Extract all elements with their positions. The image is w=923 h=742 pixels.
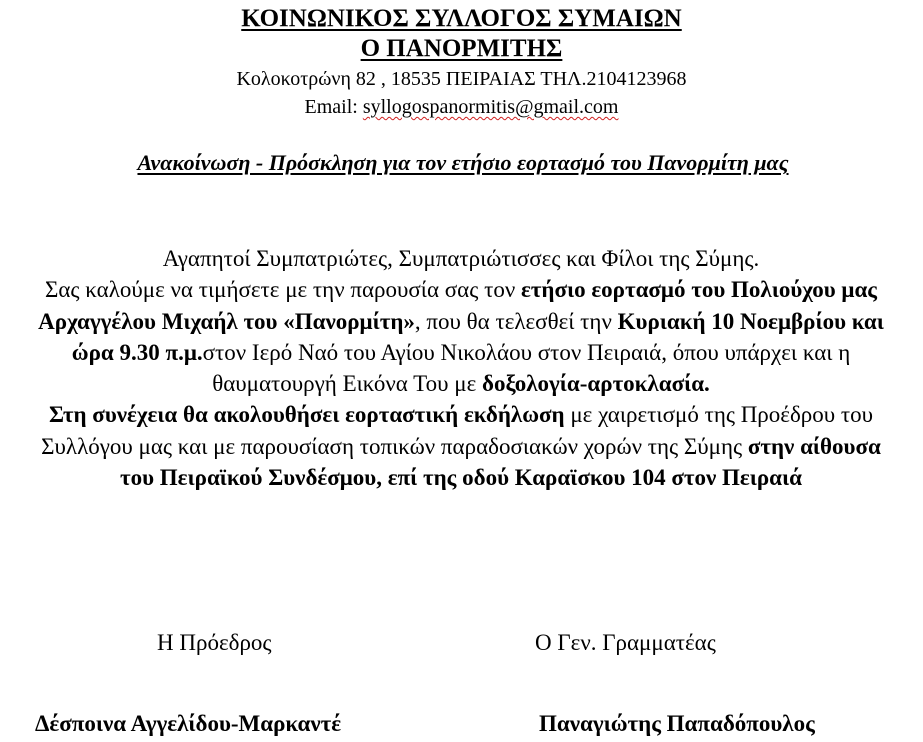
president-role: Η Πρόεδρος [157, 630, 272, 655]
p1-location: στον Ιερό Ναό του Αγίου Νικολάου στον Πειραιά, όπου υπάρχει και η θαυματουργή Εικόνα Του με [202, 339, 851, 397]
secretary-name: Παναγιώτης Παπαδόπουλος [539, 711, 815, 736]
p1-service: δοξολογία-αρτοκλασία. [482, 371, 710, 397]
secretary-role: Ο Γεν. Γραμματέας [535, 630, 716, 655]
org-subtitle: Ο ΠΑΝΟΡΜΙΤΗΣ [360, 35, 563, 62]
email-address: syllogospanormitis@gmail.com [362, 96, 619, 118]
org-name-heading [0, 4, 923, 33]
email-line [0, 95, 923, 119]
paragraph-2 [33, 399, 889, 493]
p2-text-b: με χαιρετισμό της Προέδρου του Συλλόγου μας και με παρουσίαση τοπικών παραδοσιακών χορών της Σύμης [41, 402, 874, 459]
p2-venue: στην αίθουσα του Πειραϊκού Συνδέσμου, επί της οδού Καραϊσκου 104 στον Πειραιά [120, 433, 881, 491]
p1-text-a: Σας καλούμε να τιμήσετε με την παρουσία σας τον [44, 277, 521, 303]
email-label: Email: [304, 96, 363, 118]
paragraph-1 [33, 274, 889, 399]
announcement-title-text: Ανακοίνωση - Πρόσκληση για τον ετήσιο εορτασμό του Πανορμίτη μας [137, 150, 789, 175]
p1-date-time: Κυριακή 10 Νοεμβρίου και ώρα 9.30 π.μ. [71, 308, 884, 365]
p1-text-c: , που θα τελεσθεί την [414, 308, 618, 334]
p2-event: Στη συνέχεια θα ακολουθήσει εορταστική εκδήλωση [48, 402, 565, 428]
p1-event: ετήσιο εορτασμό του Πολιούχου μας Αρχαγγέλου Μιχαήλ του «Πανορμίτη» [38, 277, 877, 334]
president-name: Δέσποινα Αγγελίδου-Μαρκαντέ [35, 711, 342, 736]
invitation-body [33, 243, 889, 493]
address-line: Κολοκοτρώνη 82 , 18535 ΠΕΙΡΑΙΑΣ ΤΗΛ.2104123968 [236, 68, 687, 90]
org-name: ΚΟΙΝΩΝΙΚΟΣ ΣΥΛΛΟΓΟΣ ΣΥΜΑΙΩΝ [241, 5, 682, 32]
announcement-title [33, 149, 893, 177]
org-subtitle-heading [0, 34, 923, 63]
greeting: Αγαπητοί Συμπατριώτες, Συμπατριώτισσες και Φίλοι της Σύμης. [162, 246, 760, 271]
